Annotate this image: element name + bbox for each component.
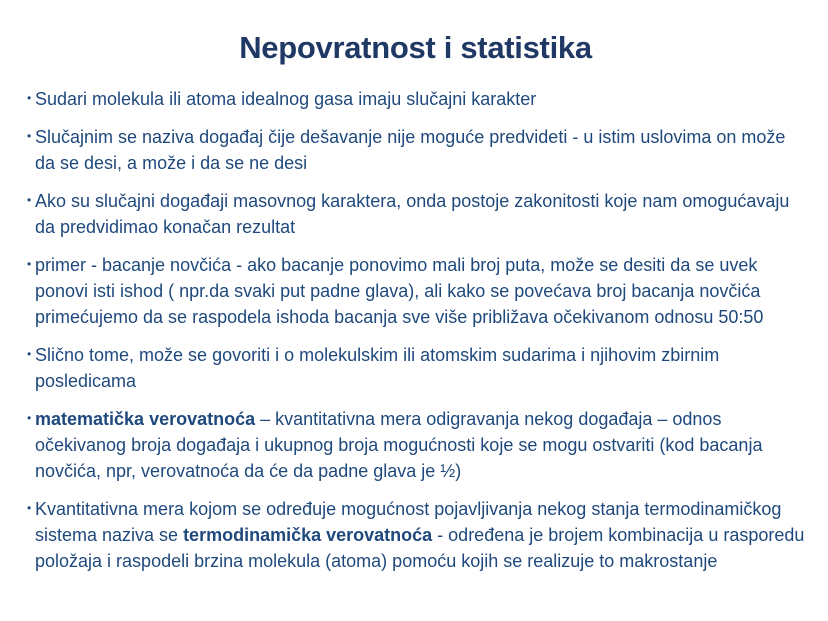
bullet-marker: •: [27, 501, 32, 515]
bullet-item: [27, 86, 806, 112]
bullet-item: [27, 496, 806, 574]
bullet-list: [27, 86, 806, 574]
bullet-item: [27, 342, 806, 394]
bullet-marker: •: [27, 129, 32, 143]
bullet-text: Slično tome, može se govoriti i o molekulskim ili atomskim sudarima i njihovim zbirnim posledicama: [35, 345, 720, 391]
bullet-marker: •: [27, 411, 32, 425]
bullet-item: [27, 252, 806, 330]
bullet-marker: •: [27, 91, 32, 105]
bullet-text: Sudari molekula ili atoma idealnog gasa imaju slučajni karakter: [35, 89, 537, 109]
slide-title: Nepovratnost i statistika: [239, 30, 592, 65]
bullet-text: Slučajnim se naziva događaj čije dešavanje nije moguće predvideti - u istim uslovima on može da se desi, a može i da se ne desi: [35, 127, 786, 173]
bullet-marker: •: [27, 347, 32, 361]
bullet-item: [27, 124, 806, 176]
bullet-text: Kvantitativna mera kojom se određuje mogućnost pojavljivanja nekog stanja termodinamičkog sistema naziva se termodinamička verovatnoća - određena je brojem kombinacija u rasporedu položaja i raspodeli brzina molekula (atoma) pomoću kojih se realizuje to makrostanje: [35, 499, 805, 571]
bullet-item: [27, 406, 806, 484]
bullet-text: matematička verovatnoća – kvantitativna mera odigravanja nekog događaja – odnos očekivanog broja događaja i ukupnog broja mogućnosti koje se mogu ostvariti (kod bacanja novčića, npr, verovatnoća da će da padne glava je ½): [35, 409, 763, 481]
bullet-text: Ako su slučajni događaji masovnog karaktera, onda postoje zakonitosti koje nam omogućavaju da predvidimao konačan rezultat: [35, 191, 790, 237]
bullet-marker: •: [27, 257, 32, 271]
bullet-text: primer - bacanje novčića - ako bacanje ponovimo mali broj puta, može se desiti da se uvek ponovi isti ishod ( npr.da svaki put padne glava), ali kako se povećava broj bacanja novčića primećujemo da se raspodela ishoda bacanja sve više približava očekivanom odnosu 50:50: [35, 255, 764, 327]
bullet-item: [27, 188, 806, 240]
bullet-marker: •: [27, 193, 32, 207]
